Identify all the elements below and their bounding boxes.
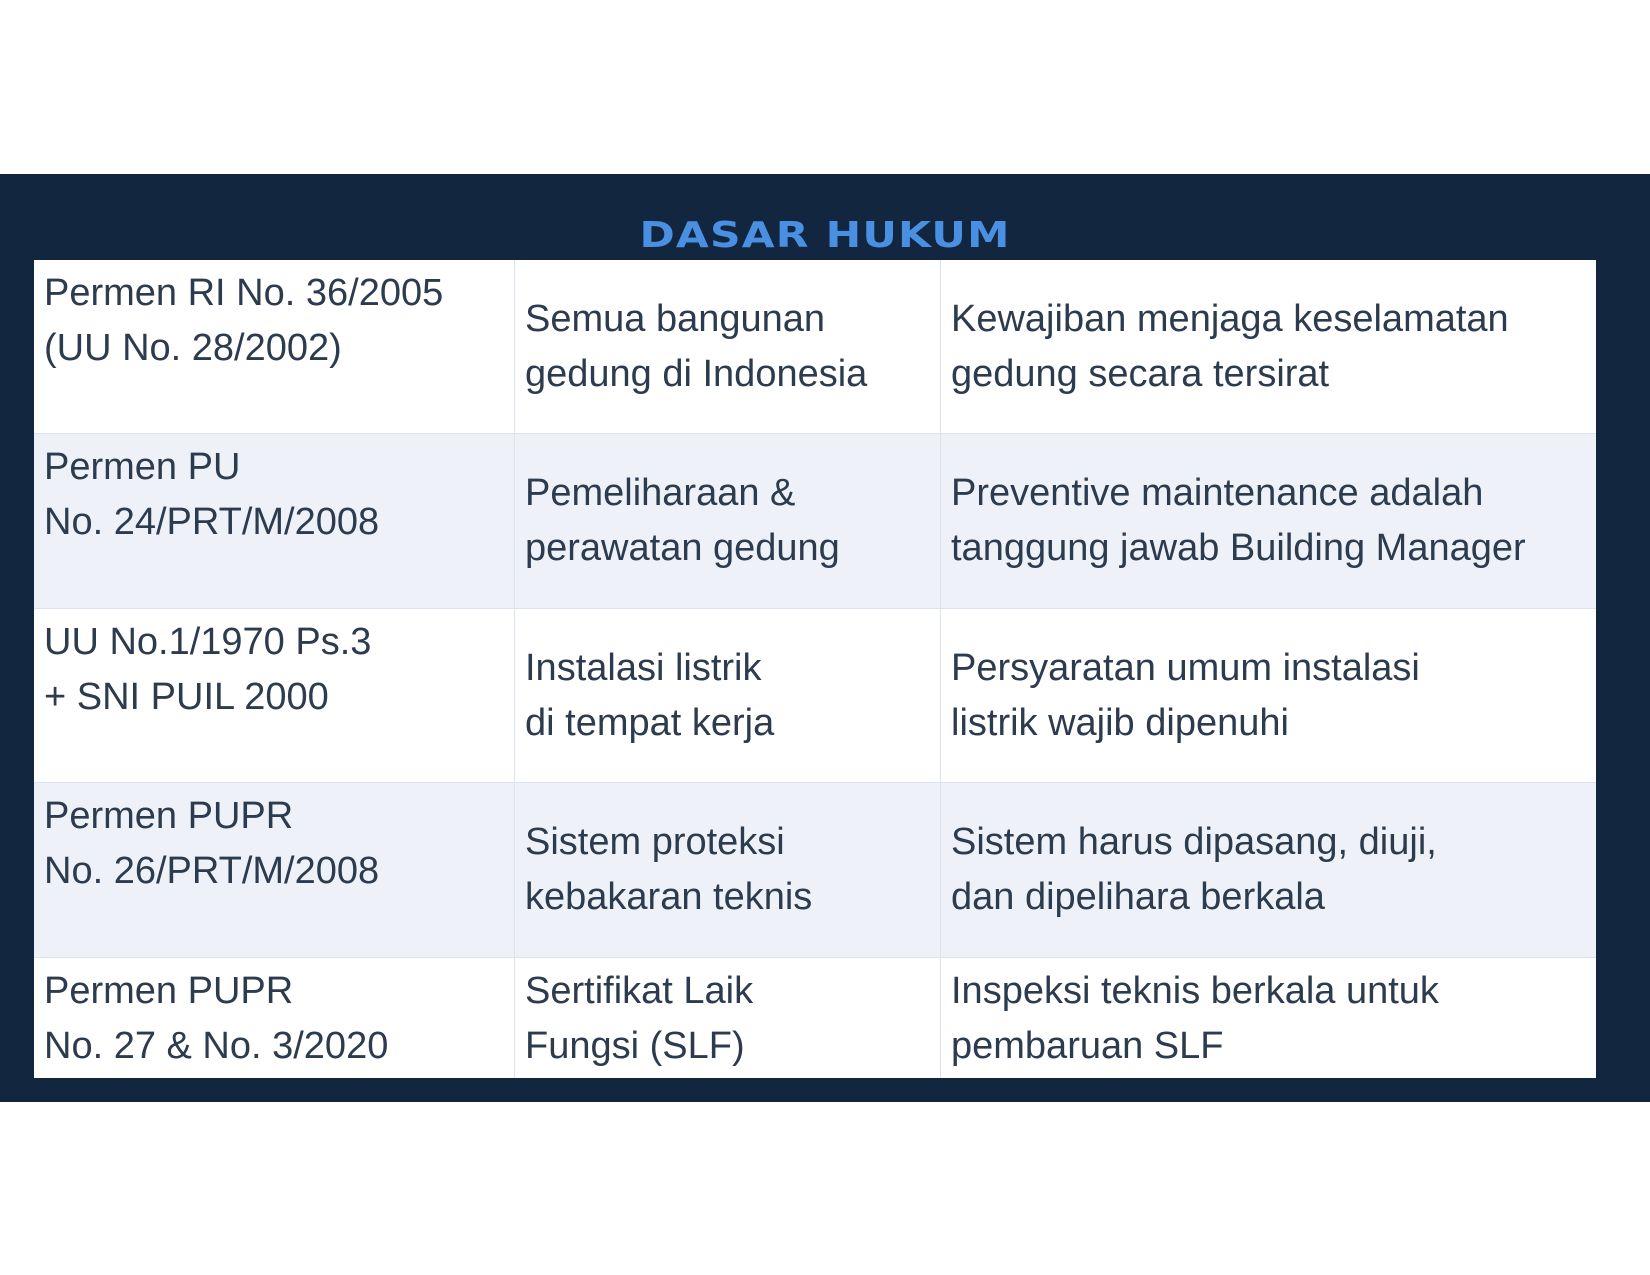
scope-line: Pemeliharaan &: [525, 472, 796, 514]
regulation-cell: [34, 609, 515, 782]
table-row: [34, 608, 1596, 782]
scope-cell: [515, 783, 941, 957]
regulation-line: Permen PUPR: [44, 970, 294, 1012]
regulation-cell: [34, 260, 515, 433]
obligation-line: Inspeksi teknis berkala untuk: [951, 970, 1439, 1012]
scope-line: kebakaran teknis: [525, 876, 813, 918]
scope-line: Fungsi (SLF): [525, 1025, 745, 1067]
scope-line: Sertifikat Laik: [525, 970, 754, 1012]
regulation-line: Permen PUPR: [44, 795, 294, 837]
obligation-line: Kewajiban menjaga keselamatan: [951, 297, 1509, 340]
obligation-line: listrik wajib dipenuhi: [951, 701, 1289, 744]
obligation-line: Sistem harus dipasang, diuji,: [951, 821, 1437, 863]
slide-title: DASAR HUKUM: [639, 215, 1011, 256]
legal-basis-table: [34, 260, 1596, 1078]
obligation-line: dan dipelihara berkala: [951, 876, 1325, 918]
obligation-cell: [941, 260, 1596, 433]
scope-cell: [515, 434, 941, 608]
scope-line: perawatan gedung: [525, 527, 840, 569]
scope-line: Semua bangunan: [525, 297, 826, 340]
obligation-line: pembaruan SLF: [951, 1025, 1224, 1067]
regulation-cell: [34, 958, 515, 1078]
table-row: [34, 433, 1596, 608]
regulation-line: No. 26/PRT/M/2008: [44, 850, 380, 892]
regulation-cell: [34, 434, 515, 608]
regulation-line: Permen PU: [44, 446, 241, 488]
scope-cell: [515, 260, 941, 433]
regulation-line: + SNI PUIL 2000: [44, 676, 329, 718]
obligation-cell: [941, 609, 1596, 782]
regulation-line: No. 27 & No. 3/2020: [44, 1025, 389, 1067]
obligation-cell: [941, 958, 1596, 1078]
scope-line: gedung di Indonesia: [525, 352, 868, 395]
scope-line: Instalasi listrik: [525, 646, 762, 689]
scope-cell: [515, 609, 941, 782]
obligation-cell: [941, 783, 1596, 957]
obligation-line: tanggung jawab Building Manager: [951, 527, 1526, 569]
obligation-line: Persyaratan umum instalasi: [951, 646, 1420, 689]
table-row: [34, 782, 1596, 957]
obligation-line: Preventive maintenance adalah: [951, 472, 1484, 514]
regulation-line: UU No.1/1970 Ps.3: [44, 621, 372, 663]
regulation-line: Permen RI No. 36/2005: [44, 272, 444, 314]
regulation-cell: [34, 783, 515, 957]
table-row: [34, 957, 1596, 1078]
obligation-line: gedung secara tersirat: [951, 352, 1330, 395]
regulation-line: (UU No. 28/2002): [44, 327, 342, 369]
scope-cell: [515, 958, 941, 1078]
scope-line: Sistem proteksi: [525, 821, 785, 863]
scope-line: di tempat kerja: [525, 701, 775, 744]
regulation-line: No. 24/PRT/M/2008: [44, 501, 380, 543]
obligation-cell: [941, 434, 1596, 608]
table-row: [34, 260, 1596, 433]
